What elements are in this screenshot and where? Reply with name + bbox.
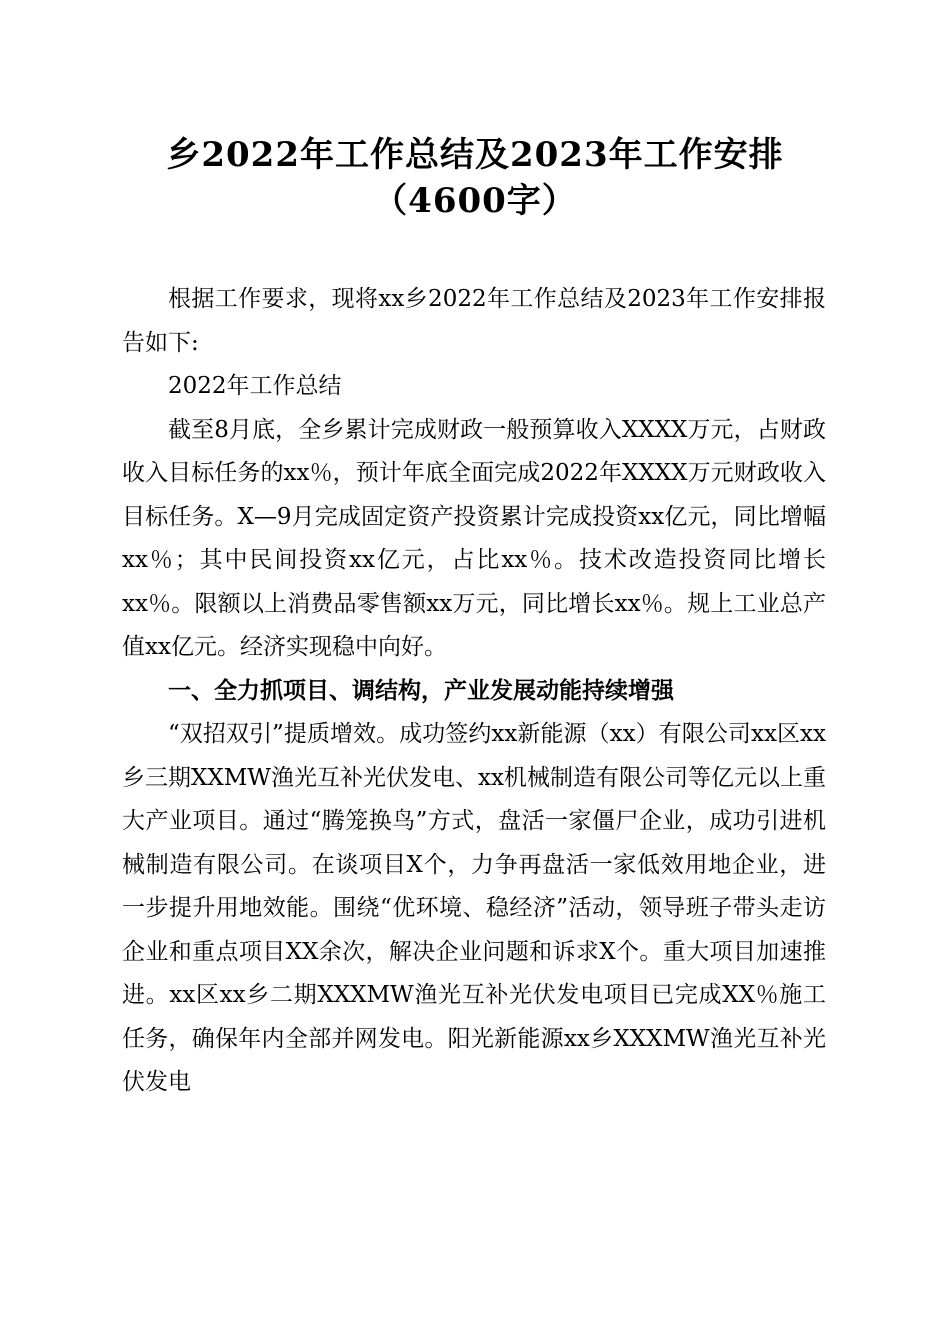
document-body xyxy=(122,278,826,1105)
project-paragraph: “双招双引”提质增效。成功签约xx新能源（xx）有限公司xx区xx乡三期XXMW渔光互补光伏发电、xx机械制造有限公司等亿元以上重大产业项目。通过“腾笼换鸟”方式，盘活一家僵尸企业，成功引进机械制造有限公司。在谈项目X个，力争再盘活一家低效用地企业，进一步提升用地效能。围绕“优环境、稳经济”活动，领导班子带头走访企业和重点项目XX余次，解决企业问题和诉求X个。重大项目加速推进。xx区xx乡二期XXXMW渔光互补光伏发电项目已完成XX％施工任务，确保年内全部并网发电。阳光新能源xx乡XXXMW渔光互补光伏发电 xyxy=(122,721,826,1095)
section-heading-1: 一、全力抓项目、调结构，产业发展动能持续增强 xyxy=(168,677,674,704)
section-label: 2022年工作总结 xyxy=(168,373,342,399)
intro-paragraph: 根据工作要求，现将xx乡2022年工作总结及2023年工作安排报告如下: xyxy=(122,286,826,356)
summary-paragraph: 截至8月底，全乡累计完成财政一般预算收入XXXX万元，占财政收入目标任务的xx％，预计年底全面完成2022年XXXX万元财政收入目标任务。X—9月完成固定资产投资累计完成投资xx亿元，同比增幅xx％；其中民间投资xx亿元，占比xx％。技术改造投资同比增长xx％。限额以上消费品零售额xx万元，同比增长xx％。规上工业总产值xx亿元。经济实现稳中向好。 xyxy=(122,416,826,660)
document-title: 乡2022年工作总结及2023年工作安排（4600字） xyxy=(166,135,784,221)
